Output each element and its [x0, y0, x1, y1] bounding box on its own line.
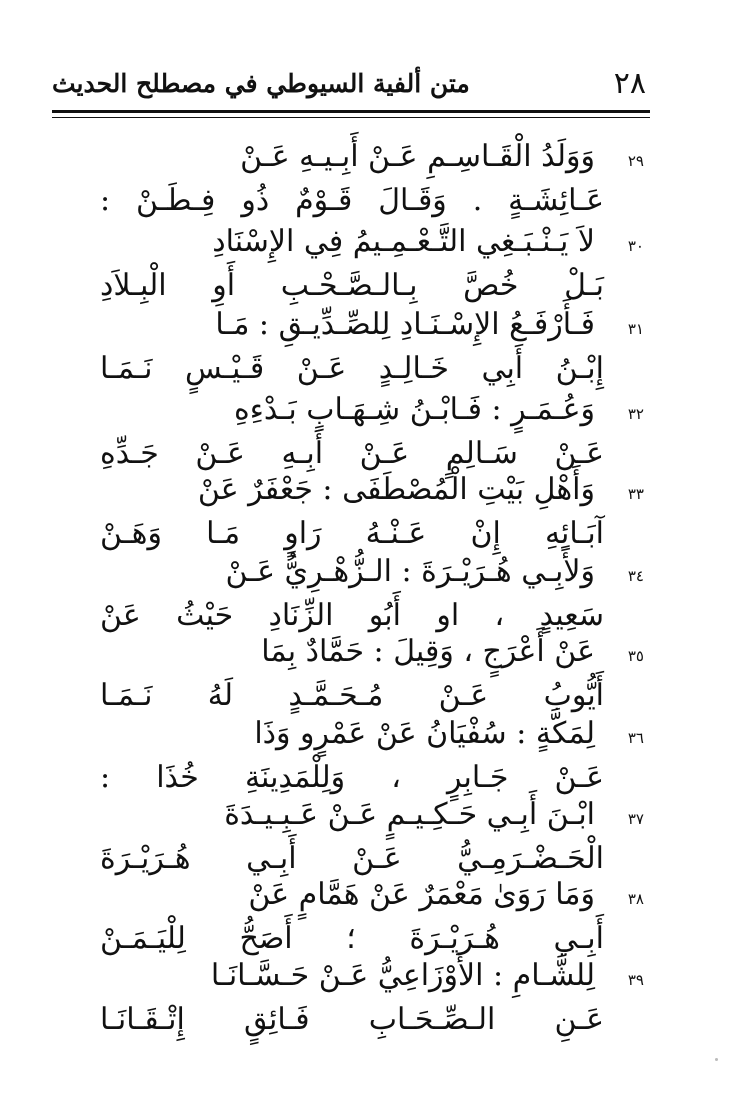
verse-number: ٣٨ — [627, 890, 644, 908]
verse-number: ٣٣ — [627, 485, 644, 503]
verse-number: ٣٥ — [627, 647, 644, 665]
header-rule-thin — [52, 117, 650, 118]
verse-first-hemistich: وَعُـمَـرٍ : فَـابْـنُ شِـهَـابٍ بَـدْءِهِ — [234, 392, 595, 427]
verse-first-hemistich: فَـأَرْفَـعُ الإِسْـنَـادِ لِلصِّـدِّيـقِ : مَـا — [215, 307, 595, 342]
verse — [0, 137, 736, 225]
verse-second-hemistich: سَعِيدٍ ، او أَبُو الزِّنَادِ حَيْثُ عَنْ — [100, 598, 604, 633]
verse-number: ٣٧ — [627, 810, 644, 828]
verse — [0, 714, 736, 802]
verse — [0, 222, 736, 310]
verse — [0, 956, 736, 1044]
verse — [0, 552, 736, 640]
verse — [0, 470, 736, 558]
verse-number: ٣٩ — [627, 971, 644, 989]
page-number: ٢٨ — [613, 66, 646, 101]
verse-first-hemistich: وَمَا رَوَىٰ مَعْمَرٌ عَنْ هَمَّامٍ عَنْ — [248, 877, 595, 912]
verse-number: ٣٦ — [627, 729, 644, 747]
verse-second-hemistich: أَيُّوبُ عَـنْ مُـحَـمَّـدٍ لَهُ نَـمَـا — [100, 678, 604, 713]
running-header — [52, 64, 648, 108]
verse-first-hemistich: لاَ يَـنْـبَـغِي التَّـعْـمِـيمُ فِي الإِسْنَادِ — [212, 224, 595, 259]
verse-number: ٣٤ — [627, 567, 644, 585]
verse — [0, 305, 736, 393]
scan-speck — [715, 1058, 718, 1061]
verse-first-hemistich: لِمَكَّةٍ : سُفْيَانُ عَنْ عَمْرٍو وَذَا — [254, 716, 595, 751]
running-title: متن ألفية السيوطي في مصطلح الحديث — [52, 69, 470, 98]
verse — [0, 795, 736, 883]
verse-first-hemistich: وَلأَبِـي هُـرَيْـرَةَ : الـزُّهْـرِيُّ عَـنْ — [225, 554, 595, 589]
verse-second-hemistich: بَـلْ خُصَّ بِـالـصَّـحْـبِ أَوِ الْبِـلاَدِ — [100, 268, 604, 303]
verse-second-hemistich: آبَـائِهِ إِنْ عَـنْـهُ رَاوٍ مَـا وَهَـنْ — [100, 516, 604, 551]
verse-number: ٣٠ — [627, 237, 644, 255]
verse — [0, 632, 736, 720]
verse-second-hemistich: عَـائِشَـةٍ . وَقَـالَ قَـوْمٌ ذُو فِـطَـنْ : — [100, 183, 604, 218]
verse-first-hemistich: ابْـنَ أَبِـي حَـكِـيـمٍ عَـنْ عَـبِـيـدَةَ — [224, 797, 595, 832]
verse-first-hemistich: لِلشَّـامِ : الأَوْزَاعِيُّ عَـنْ حَـسَّـانَـا — [210, 958, 595, 993]
verse-second-hemistich: عَـنْ جَـابِرٍ ، وَلِلْمَدِينَةِ خُذَا : — [100, 760, 604, 795]
verse-second-hemistich: عَـنْ سَـالِمٍ عَـنْ أَبِـهِ عَـنْ جَـدِّهِ — [100, 436, 604, 471]
verse-second-hemistich: الْحَـضْـرَمِـيُّ عَـنْ أَبِـي هُـرَيْـرَةَ — [100, 841, 604, 876]
verse-number: ٣١ — [627, 320, 644, 338]
verse-second-hemistich: عَـنِ الـصِّـحَـابِ فَـائِقٍ إِتْـقَـانَـا — [100, 1002, 604, 1037]
verse-first-hemistich: عَنْ أَعْرَجٍ ، وَقِيلَ : حَمَّادٌ بِمَا — [261, 634, 595, 669]
verse-second-hemistich: إِبْـنُ أَبِي خَـالِـدٍ عَـنْ قَـيْـسٍ نَـمَـا — [100, 351, 604, 386]
verse-number: ٢٩ — [627, 152, 644, 170]
verse — [0, 875, 736, 963]
verse-number: ٣٢ — [627, 405, 644, 423]
verse — [0, 390, 736, 478]
header-rule-thick — [52, 110, 650, 113]
verse-first-hemistich: وَوَلَدُ الْقَـاسِـمِ عَـنْ أَبِـيـهِ عَـنْ — [240, 139, 595, 174]
verse-second-hemistich: أَبِـي هُـرَيْـرَةَ ؛ أَصَحُّ لِلْيَـمَـنْ — [100, 921, 604, 956]
verse-first-hemistich: وَأَهْلِ بَيْتِ الْمُصْطَفَى : جَعْفَرٌ عَنْ — [197, 472, 595, 507]
